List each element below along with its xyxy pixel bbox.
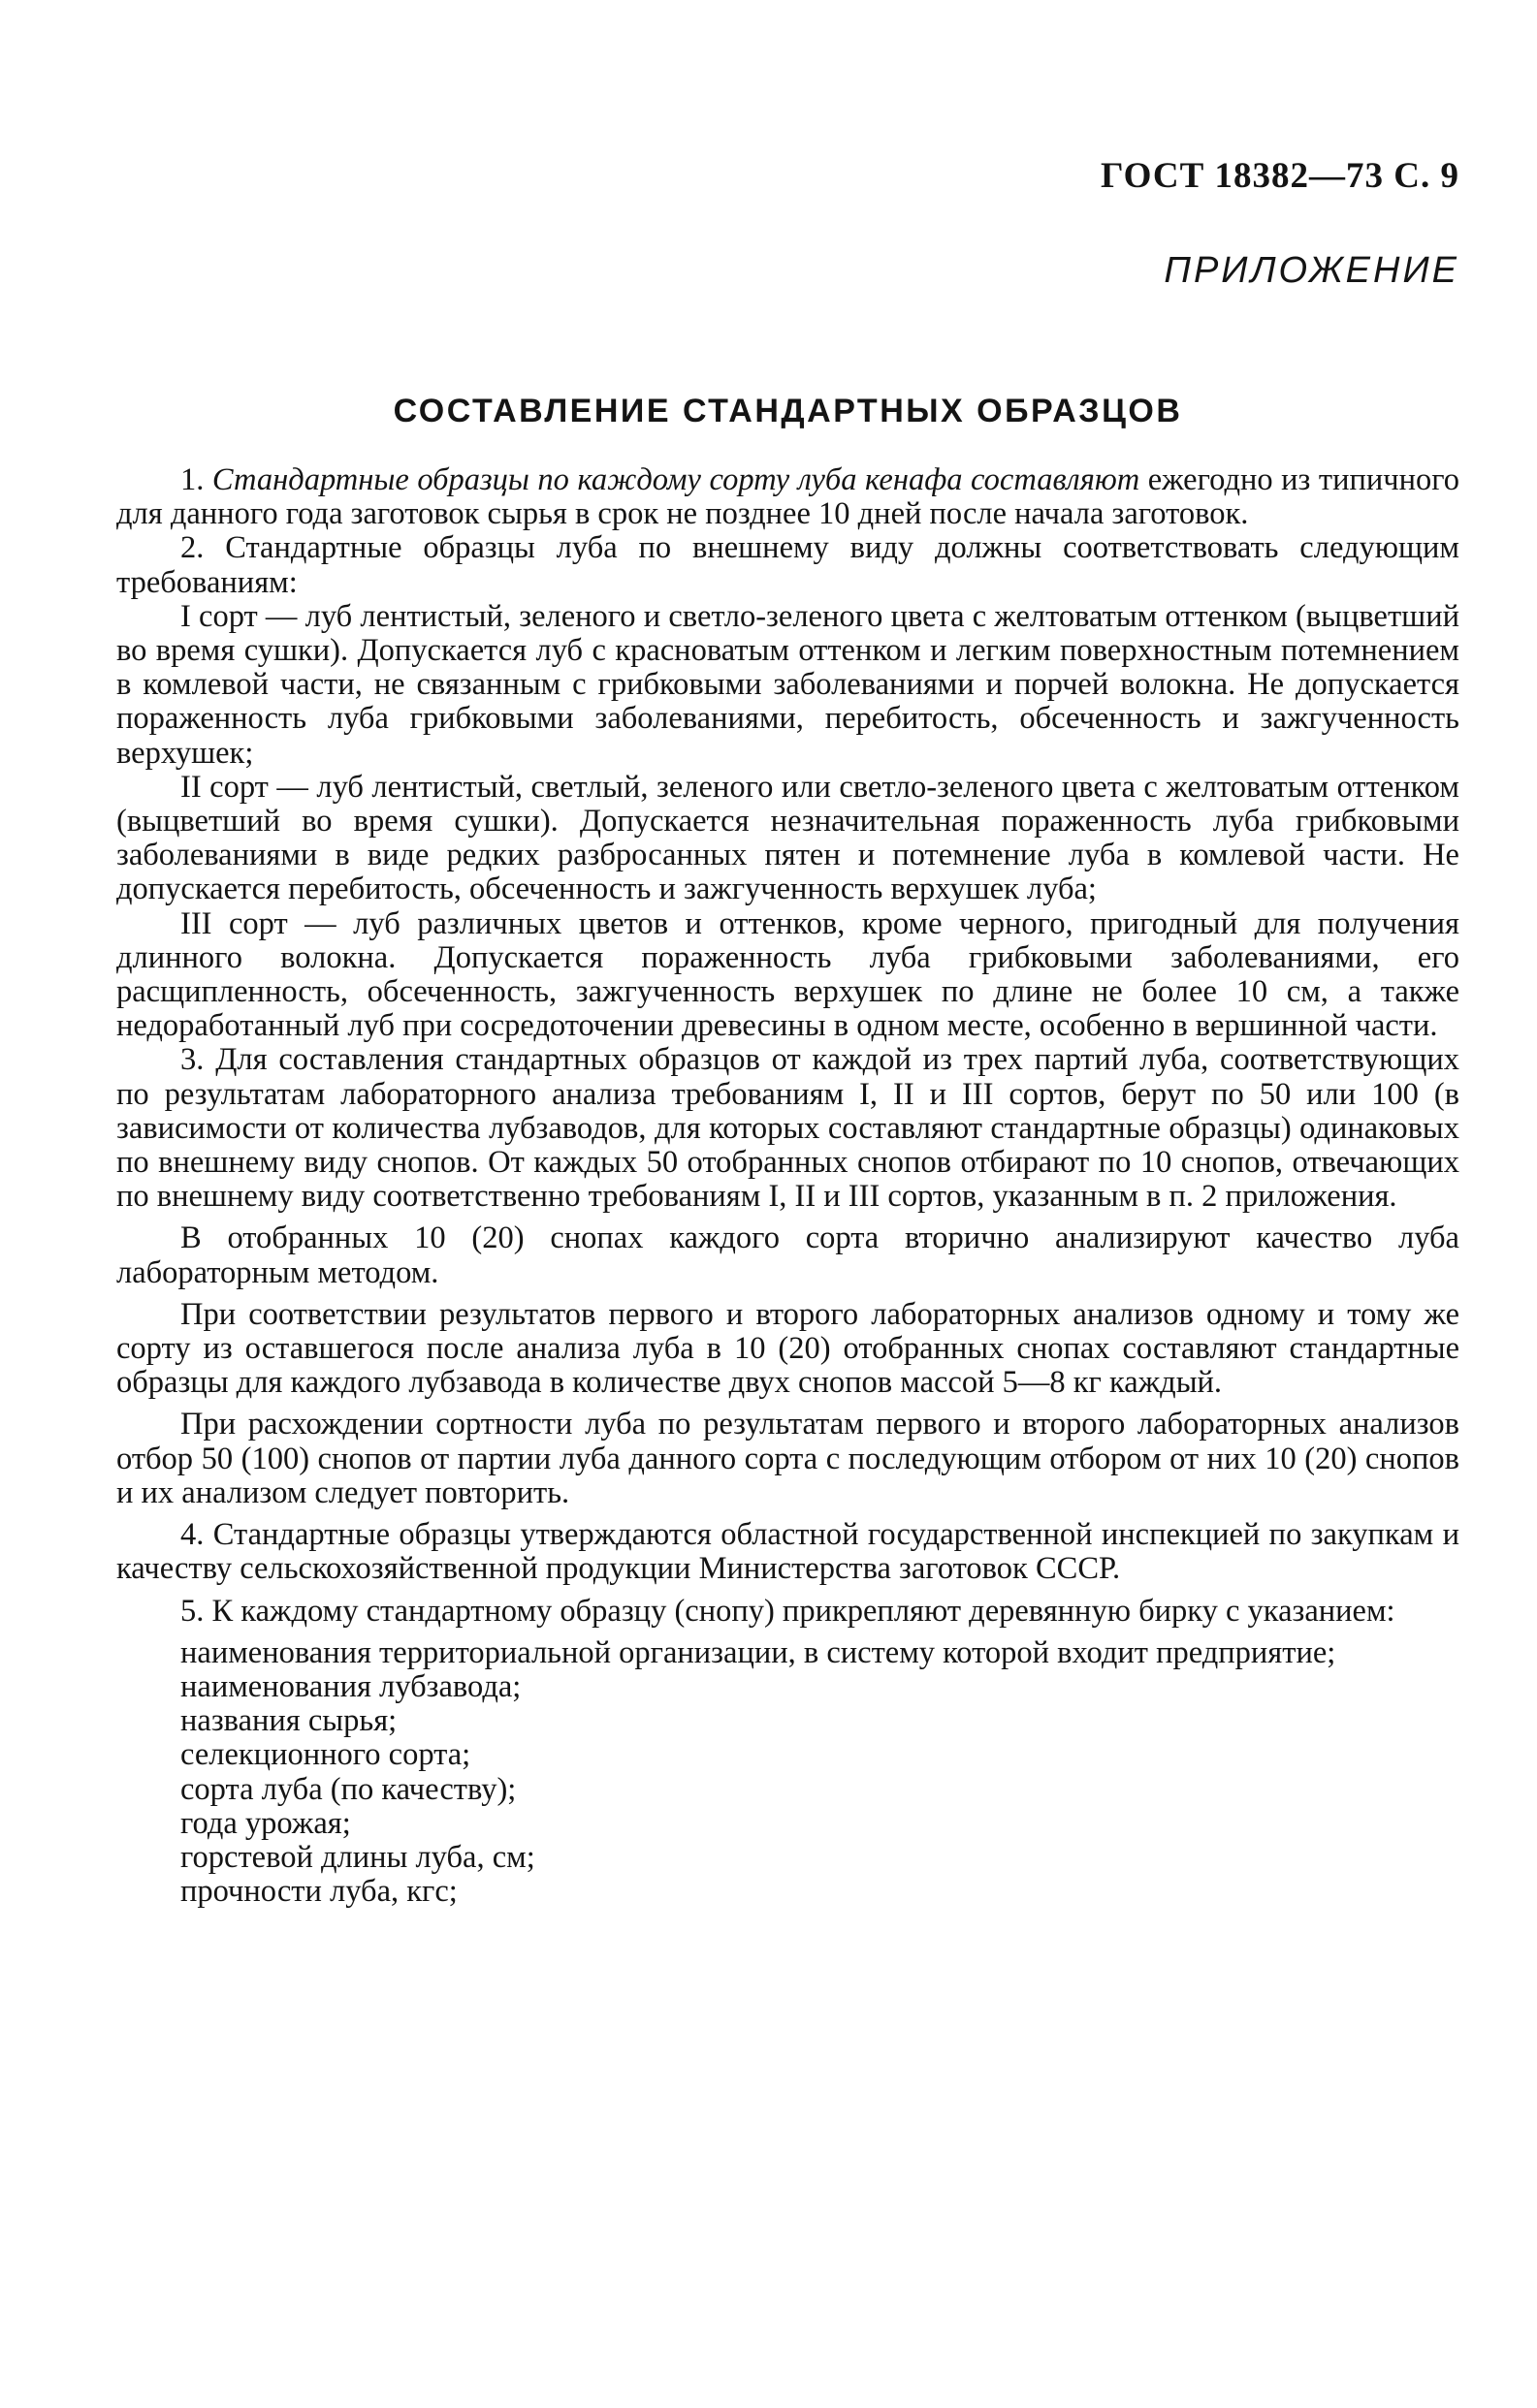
paragraph-2-sort-1: I сорт — луб лентистый, зеленого и светло-зеленого цвета с желтоватым оттенком (выцветший во время сушки). Допускается луб с красноватым оттенком и легким поверхностным потемнением в комлевой части, не связанным с грибковыми заболеваниями и порчей волокна. Не допускается пораженность луба грибковыми заболеваниями, перебитость, обсеченность и зажгученность верхушек; xyxy=(116,598,1459,771)
paragraph-5: 5. К каждому стандартному образцу (снопу) прикрепляют деревянную бирку с указанием: xyxy=(180,1593,1395,1629)
label-item: прочности луба, кгс; xyxy=(180,1874,458,1910)
paragraph-2-sort-3: III сорт — луб различных цветов и оттенков, кроме черного, пригодный для получения длинного волокна. Допускается пораженность луба грибковыми заболеваниями, его расщипленность, обсеченность, зажгученность верхушек по длине не более 10 см, а также недоработанный луб при сосредоточении древесины в одном месте, особенно в вершинной части. xyxy=(116,905,1459,1044)
paragraph-4: 4. Стандартные образцы утверждаются областной государственной инспекцией по закупкам и качеству сельскохозяйственной продукции Министерства заготовок СССР. xyxy=(116,1517,1459,1587)
label-item: сорта луба (по качеству); xyxy=(180,1771,517,1807)
label-item: наименования территориальной организации, в систему которой входит предприятие; xyxy=(180,1634,1336,1670)
paragraph-3-discrepancy: При расхождении сортности луба по результатам первого и второго лабораторных анализов отбор 50 (100) снопов от партии луба данного сорта с последующим отбором от них 10 (20) снопов и их анализом следует повторить. xyxy=(116,1407,1459,1510)
paragraph-2: 2. Стандартные образцы луба по внешнему виду должны соответствовать следующим требованиям: xyxy=(116,530,1459,600)
paragraph-1-number: 1. xyxy=(180,462,205,497)
label-item: селекционного сорта; xyxy=(180,1737,471,1773)
paragraph-1-italic-lead: Стандартные образцы по каждому сорту луба кенафа составляют xyxy=(211,462,1140,497)
paragraph-2-sort-2: II сорт — луб лентистый, светлый, зеленого или светло-зеленого цвета с желтоватым оттенком (выцветший во время сушки). Допускается незначительная пораженность луба грибковыми заболеваниями в виде редких разбросанных пятен и потемнение луба в комлевой части. Не допускается перебитость, обсеченность и зажгученность верхушек луба; xyxy=(116,769,1459,907)
paragraph-3-matching-results: При соответствии результатов первого и второго лабораторных анализов одному и тому же сорту из оставшегося после анализа луба в 10 (20) отобранных снопах составляют стандартные образцы для каждого лубзавода в количестве двух снопов массой 5—8 кг каждый. xyxy=(116,1296,1459,1401)
document-page xyxy=(116,0,1459,2408)
appendix-label: ПРИЛОЖЕНИЕ xyxy=(1164,250,1459,291)
document-body xyxy=(116,463,1459,1909)
paragraph-3-second-analysis: В отобранных 10 (20) снопах каждого сорта вторично анализируют качество луба лабораторным методом. xyxy=(116,1220,1459,1290)
label-item: года урожая; xyxy=(180,1805,351,1841)
label-item: наименования лубзавода; xyxy=(180,1668,522,1704)
section-title: СОСТАВЛЕНИЕ СТАНДАРТНЫХ ОБРАЗЦОВ xyxy=(393,393,1183,429)
label-item: горстевой длины луба, см; xyxy=(180,1839,535,1875)
paragraph-1 xyxy=(116,463,1459,531)
paragraph-1-rest: ежегодно из типичного для данного года заготовок сырья в срок не позднее 10 дней после начала заготовок. xyxy=(116,462,1460,532)
paragraph-3: 3. Для составления стандартных образцов от каждой из трех партий луба, соответствующих по результатам лабораторного анализа требованиям I, II и III сортов, берут по 50 или 100 (в зависимости от количества лубзаводов, для которых составляют стандартные образцы) одинаковых по внешнему виду снопов. От каждых 50 отобранных снопов отбирают по 10 снопов, отвечающих по внешнему виду соответственно требованиям I, II и III сортов, указанным в п. 2 приложения. xyxy=(116,1042,1459,1215)
standard-reference: ГОСТ 18382—73 С. 9 xyxy=(1101,156,1459,196)
label-item: названия сырья; xyxy=(180,1703,398,1739)
